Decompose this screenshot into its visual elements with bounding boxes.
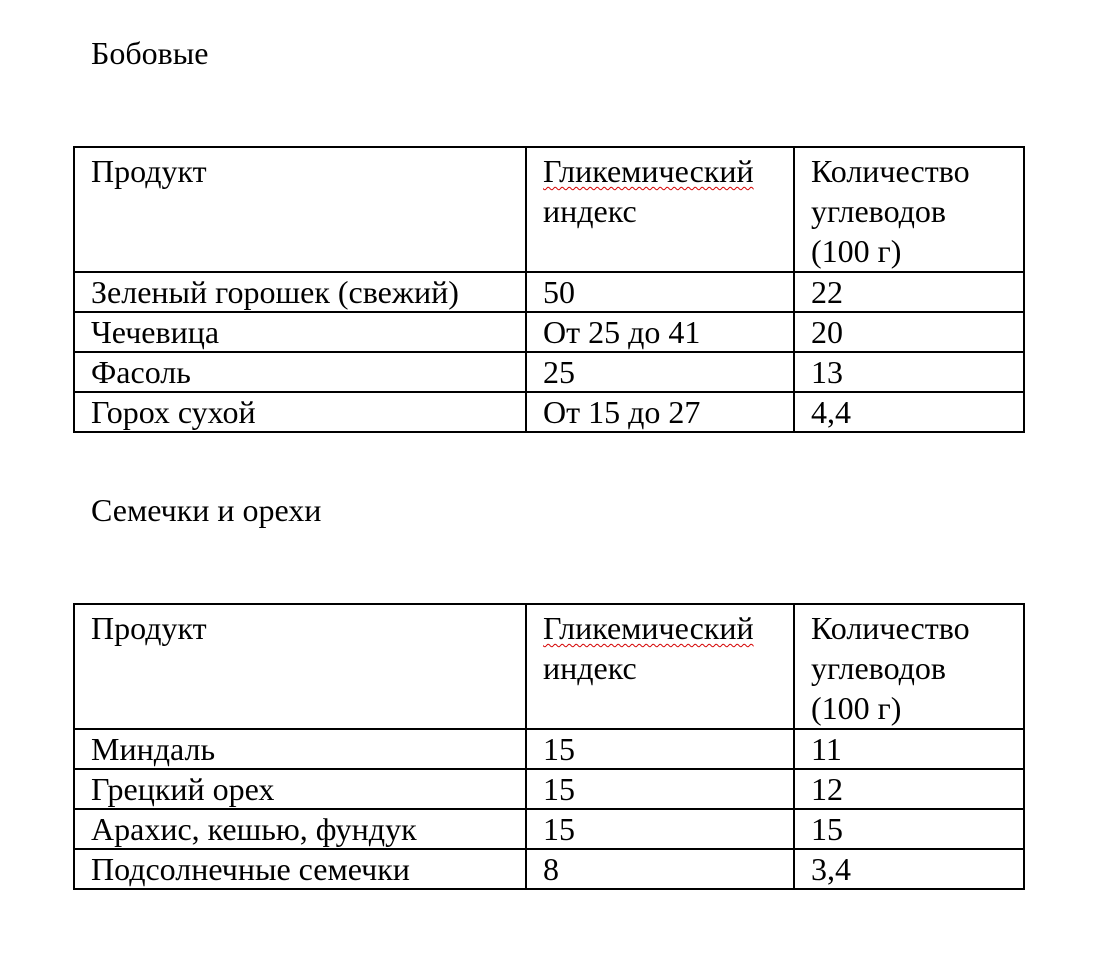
table-row	[74, 729, 1024, 769]
cell-carbs: 12	[794, 769, 1024, 809]
cell-product: Фасоль	[74, 352, 526, 392]
cell-product: Зеленый горошек (свежий)	[74, 272, 526, 312]
header-carbs-line3: (100 г)	[811, 690, 902, 726]
cell-carbs: 20	[794, 312, 1024, 352]
cell-carbs: 4,4	[794, 392, 1024, 432]
cell-product: Подсолнечные семечки	[74, 849, 526, 889]
section-title-seeds-nuts: Семечки и орехи	[91, 492, 322, 528]
cell-gi: 15	[526, 809, 794, 849]
table-row	[74, 849, 1024, 889]
cell-product: Чечевица	[74, 312, 526, 352]
cell-gi: 50	[526, 272, 794, 312]
table-row	[74, 312, 1024, 352]
header-product	[74, 604, 526, 729]
header-product-label: Продукт	[91, 610, 207, 646]
cell-gi: От 15 до 27	[526, 392, 794, 432]
table-row	[74, 769, 1024, 809]
cell-carbs: 15	[794, 809, 1024, 849]
header-product-label: Продукт	[91, 153, 207, 189]
cell-product: Горох сухой	[74, 392, 526, 432]
table-row	[74, 392, 1024, 432]
header-gi-line1: Гликемический	[543, 610, 754, 646]
header-carbs	[794, 147, 1024, 272]
cell-gi: 15	[526, 729, 794, 769]
cell-product: Грецкий орех	[74, 769, 526, 809]
section-title-legumes: Бобовые	[91, 35, 209, 71]
table-header-row	[74, 147, 1024, 272]
header-gi-line2: индекс	[543, 193, 637, 229]
cell-product: Арахис, кешью, фундук	[74, 809, 526, 849]
header-carbs	[794, 604, 1024, 729]
header-carbs-line1: Количество	[811, 153, 970, 189]
cell-gi: 15	[526, 769, 794, 809]
table-row	[74, 352, 1024, 392]
cell-gi: 25	[526, 352, 794, 392]
cell-gi: От 25 до 41	[526, 312, 794, 352]
table-header-row	[74, 604, 1024, 729]
cell-carbs: 3,4	[794, 849, 1024, 889]
cell-carbs: 13	[794, 352, 1024, 392]
header-carbs-line2: углеводов	[811, 650, 947, 686]
legumes-table	[73, 146, 1025, 433]
table-row	[74, 272, 1024, 312]
cell-gi: 8	[526, 849, 794, 889]
header-carbs-line1: Количество	[811, 610, 970, 646]
header-glycemic-index	[526, 604, 794, 729]
cell-carbs: 22	[794, 272, 1024, 312]
cell-carbs: 11	[794, 729, 1024, 769]
cell-product: Миндаль	[74, 729, 526, 769]
header-gi-line1: Гликемический	[543, 153, 754, 189]
header-glycemic-index	[526, 147, 794, 272]
table-row	[74, 809, 1024, 849]
header-gi-line2: индекс	[543, 650, 637, 686]
seeds-nuts-table	[73, 603, 1025, 890]
header-product	[74, 147, 526, 272]
header-carbs-line2: углеводов	[811, 193, 947, 229]
header-carbs-line3: (100 г)	[811, 233, 902, 269]
